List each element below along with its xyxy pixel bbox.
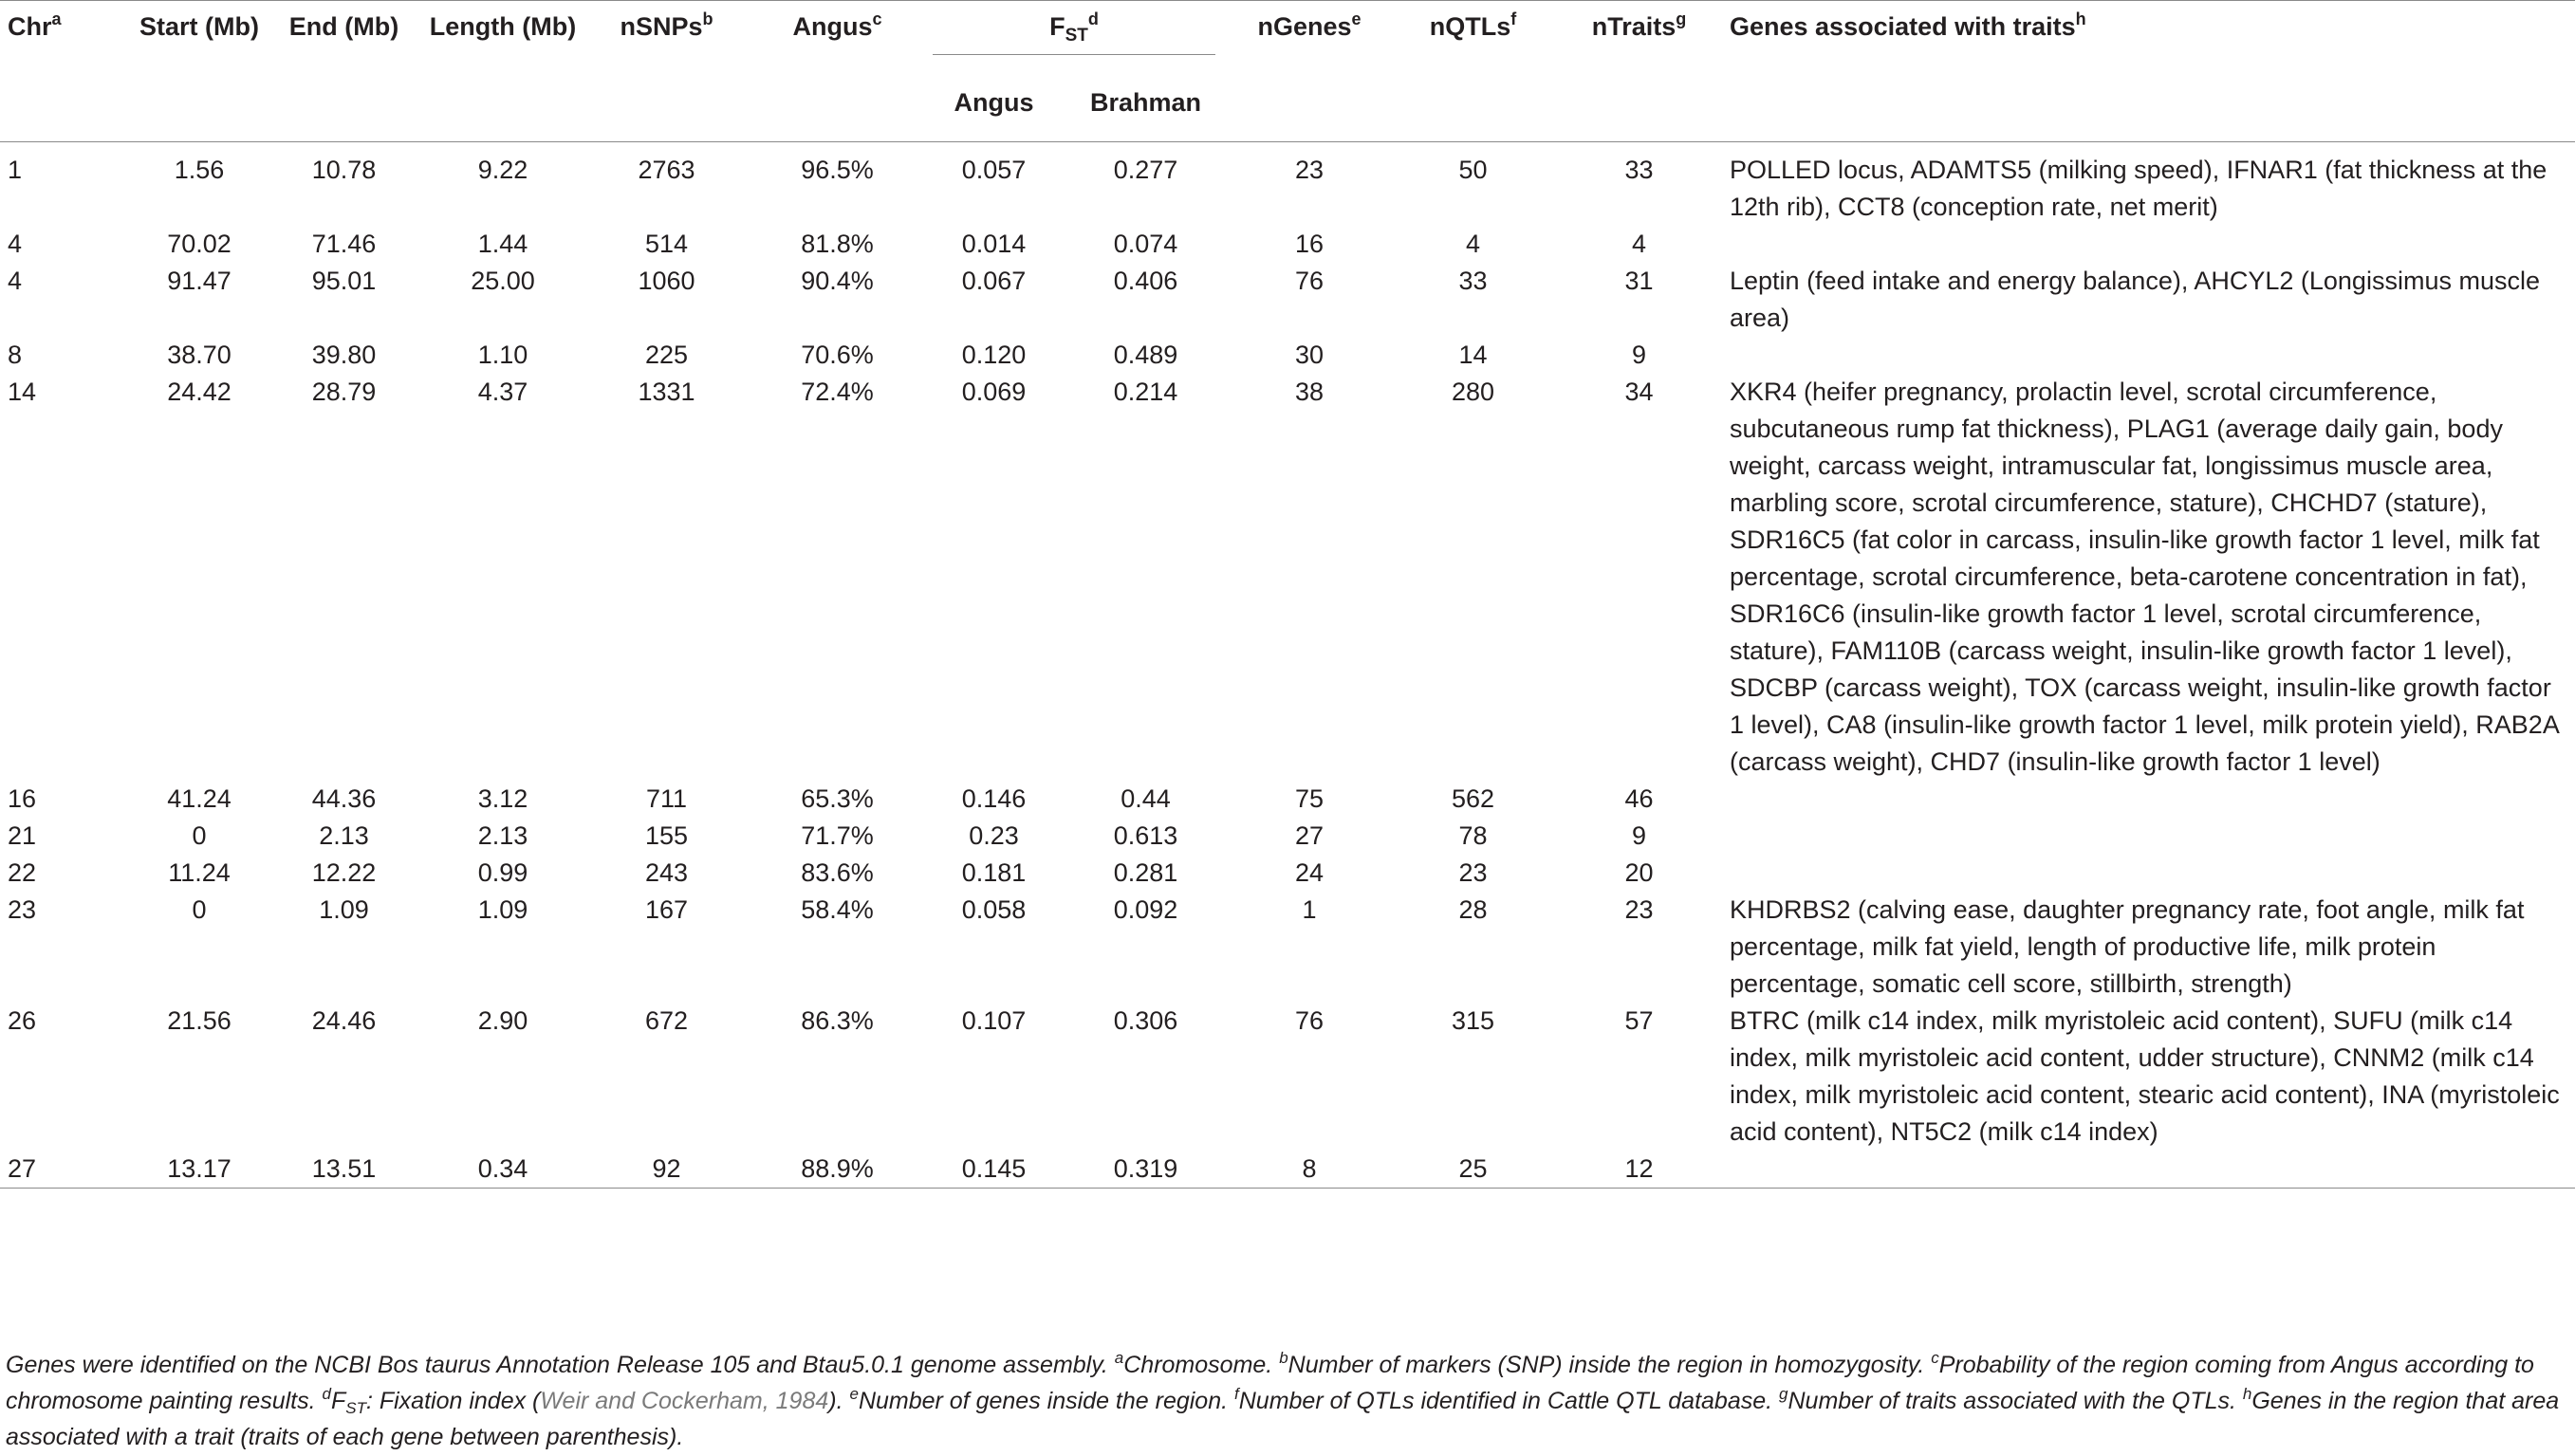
cell-genes: [1722, 781, 2575, 818]
cell-fst-brahman: 0.074: [1113, 230, 1178, 258]
cell-angus: 58.4%: [801, 895, 874, 924]
cell-length: 1.44: [477, 230, 528, 258]
cell-start: 1.56: [174, 156, 225, 184]
cell-ntraits: 31: [1624, 267, 1654, 295]
header-fst: $F_{ST}^d$: [925, 1, 1229, 76]
cell-fst-angus: 0.120: [961, 341, 1027, 369]
cell-ngenes: 75: [1294, 784, 1325, 813]
cell-end: 10.78: [311, 156, 377, 184]
cell-fst-angus: 0.181: [961, 858, 1027, 887]
header-ntraits: nTraits$^g$: [1591, 9, 1687, 41]
cell-ntraits: 23: [1624, 895, 1654, 924]
cell-chr: 22: [8, 858, 37, 887]
cell-chr: 4: [8, 230, 23, 258]
cell-fst-angus: 0.057: [961, 156, 1027, 184]
cell-end: 28.79: [311, 378, 377, 406]
cell-end: 2.13: [319, 821, 369, 850]
cell-length: 9.22: [477, 156, 528, 184]
table-row: [0, 142, 2575, 227]
cell-chr: 8: [8, 341, 23, 369]
cell-genes: Leptin (feed intake and energy balance), AHCYL2 (Longissimus muscle area): [1730, 267, 2540, 332]
cell-start: 0: [192, 895, 207, 924]
cell-fst-brahman: 0.092: [1113, 895, 1178, 924]
cell-nsnps: 514: [644, 230, 689, 258]
cell-start: 70.02: [167, 230, 232, 258]
table-row: [0, 892, 2575, 1003]
cell-nqtls: 14: [1458, 341, 1488, 369]
cell-nsnps: 672: [644, 1006, 689, 1035]
cell-fst-brahman: 0.319: [1113, 1154, 1178, 1183]
table-row: [0, 1151, 2575, 1189]
cell-chr: 14: [8, 378, 37, 406]
cell-nqtls: 33: [1458, 267, 1488, 295]
cell-ntraits: 46: [1624, 784, 1654, 813]
cell-fst-brahman: 0.613: [1113, 821, 1178, 850]
table-row: [0, 263, 2575, 337]
cell-fst-brahman: 0.306: [1113, 1006, 1178, 1035]
cell-genes: [1722, 337, 2575, 374]
cell-angus: 71.7%: [801, 821, 874, 850]
cell-nqtls: 25: [1458, 1154, 1488, 1183]
cell-genes: BTRC (milk c14 index, milk myristoleic acid content), SUFU (milk c14 index, milk myristoleic acid content, udder structure), CNNM2 (milk c14 index, milk myristoleic acid content, stearic acid content), INA (myristoleic acid content), NT5C2 (milk c14 index): [1730, 1006, 2560, 1146]
cell-fst-brahman: 0.44: [1121, 784, 1171, 813]
cell-genes: [1722, 818, 2575, 855]
cell-fst-angus: 0.058: [961, 895, 1027, 924]
cell-genes: POLLED locus, ADAMTS5 (milking speed), IFNAR1 (fat thickness at the 12th rib), CCT8 (conception rate, net merit): [1730, 156, 2547, 221]
cell-start: 38.70: [167, 341, 232, 369]
cell-chr: 23: [8, 895, 37, 924]
cell-end: 39.80: [311, 341, 377, 369]
cell-chr: 21: [8, 821, 37, 850]
cell-nqtls: 50: [1458, 156, 1488, 184]
header-ngenes: nGenes$^e$: [1257, 9, 1362, 41]
cell-fst-angus: 0.107: [961, 1006, 1027, 1035]
cell-fst-brahman: 0.489: [1113, 341, 1178, 369]
cell-nqtls: 78: [1458, 821, 1488, 850]
cell-nqtls: 562: [1451, 784, 1495, 813]
cell-nqtls: 23: [1458, 858, 1488, 887]
table-row: [0, 1003, 2575, 1151]
cell-nqtls: 4: [1465, 230, 1481, 258]
cell-nqtls: 280: [1451, 378, 1495, 406]
cell-angus: 72.4%: [801, 378, 874, 406]
header-length: Length (Mb): [429, 12, 577, 41]
cell-fst-angus: 0.23: [969, 821, 1019, 850]
cell-end: 44.36: [311, 784, 377, 813]
cell-start: 21.56: [167, 1006, 232, 1035]
cell-nqtls: 315: [1451, 1006, 1495, 1035]
cell-fst-brahman: 0.406: [1113, 267, 1178, 295]
cell-end: 13.51: [311, 1154, 377, 1183]
cell-ntraits: 20: [1624, 858, 1654, 887]
cell-ngenes: 76: [1294, 267, 1325, 295]
cell-nsnps: 243: [644, 858, 689, 887]
cell-angus: 83.6%: [801, 858, 874, 887]
cell-genes: KHDRBS2 (calving ease, daughter pregnancy rate, foot angle, milk fat percentage, milk fat yield, length of productive life, milk protein percentage, somatic cell score, stillbirth, strength): [1730, 895, 2525, 998]
cell-length: 2.13: [477, 821, 528, 850]
cell-nsnps: 167: [644, 895, 689, 924]
cell-end: 71.46: [311, 230, 377, 258]
cell-chr: 26: [8, 1006, 37, 1035]
cell-fst-angus: 0.014: [961, 230, 1027, 258]
cell-end: 24.46: [311, 1006, 377, 1035]
header-row: [0, 1, 2575, 76]
cell-length: 4.37: [477, 378, 528, 406]
table-footnote: Genes were identified on the NCBI Bos taurus Annotation Release 105 and Btau5.0.1 genome assembly. $^a$Chromosome. $^b$Number of markers (SNP) inside the region in homozygosity. $^c$Probability of the region coming from Angus according to chromosome painting results. $^dF_{ST}$: Fixation index (Weir and Cockerham, 1984). $^e$Number of genes inside the region. $^f$Number of QTLs identified in Cattle QTL database. $^g$Number of traits associated with the QTLs. $^h$Genes in the region that area associated with a trait (traits of each gene between parenthesis).: [6, 1349, 2560, 1450]
cell-ngenes: 24: [1294, 858, 1325, 887]
header-genes: Genes associated with traits$^h$: [1730, 9, 2086, 41]
cell-nsnps: 1331: [638, 378, 695, 406]
cell-ngenes: 1: [1302, 895, 1317, 924]
cell-nqtls: 28: [1458, 895, 1488, 924]
cell-end: 1.09: [319, 895, 369, 924]
cell-start: 0: [192, 821, 207, 850]
cell-nsnps: 711: [645, 784, 688, 813]
cell-start: 11.24: [168, 858, 231, 887]
cell-length: 0.34: [477, 1154, 528, 1183]
header-start: Start (Mb): [139, 12, 259, 41]
header-fst-angus: Angus: [954, 88, 1034, 117]
cell-ntraits: 9: [1631, 341, 1647, 369]
cell-genes: [1722, 226, 2575, 263]
cell-start: 13.17: [167, 1154, 232, 1183]
cell-nsnps: 2763: [638, 156, 695, 184]
cell-start: 24.42: [167, 378, 232, 406]
cell-ntraits: 57: [1624, 1006, 1654, 1035]
cell-length: 25.00: [471, 267, 535, 295]
header-nsnps: nSNPs$^b$: [620, 9, 713, 41]
cell-angus: 65.3%: [801, 784, 874, 813]
header-nqtls: nQTLs$^f$: [1429, 9, 1517, 41]
table-row: [0, 337, 2575, 374]
cell-nsnps: 1060: [638, 267, 695, 295]
cell-length: 0.99: [477, 858, 528, 887]
header-end: End (Mb): [288, 12, 399, 41]
cell-fst-angus: 0.067: [961, 267, 1027, 295]
cell-ntraits: 34: [1624, 378, 1654, 406]
cell-nsnps: 155: [644, 821, 689, 850]
cell-length: 3.12: [477, 784, 528, 813]
cell-length: 1.10: [477, 341, 528, 369]
cell-fst-brahman: 0.214: [1113, 378, 1178, 406]
cell-start: 41.24: [167, 784, 232, 813]
cell-angus: 86.3%: [801, 1006, 874, 1035]
header-angus: Angus$^c$: [792, 9, 882, 41]
table-row: [0, 781, 2575, 818]
cell-chr: 27: [8, 1154, 37, 1183]
cell-length: 1.09: [477, 895, 528, 924]
cell-ngenes: 30: [1294, 341, 1325, 369]
cell-nsnps: 225: [644, 341, 689, 369]
cell-angus: 81.8%: [801, 230, 874, 258]
cell-genes: XKR4 (heifer pregnancy, prolactin level, scrotal circumference, subcutaneous rump fat thickness), PLAG1 (average daily gain, body weight, carcass weight, intramuscular fat, longissimus muscle area, marbling score, scrotal circumference, stature), CHCHD7 (stature), SDR16C5 (fat color in carcass, insulin-like growth factor 1 level, milk fat percentage, scrotal circumference, beta-carotene concentration in fat), SDR16C6 (insulin-like growth factor 1 level, scrotal circumference, stature), FAM110B (carcass weight, insulin-like growth factor 1 level), SDCBP (carcass weight), TOX (carcass weight, insulin-like growth factor 1 level), CA8 (insulin-like growth factor 1 level, milk protein yield), RAB2A (carcass weight), CHD7 (insulin-like growth factor 1 level): [1730, 378, 2559, 776]
cell-genes: [1722, 1151, 2575, 1189]
table-row: [0, 818, 2575, 855]
table-row: [0, 374, 2575, 781]
cell-ntraits: 33: [1624, 156, 1654, 184]
cell-end: 12.22: [311, 858, 377, 887]
citation-link[interactable]: Weir and Cockerham, 1984: [540, 1388, 829, 1414]
cell-ngenes: 23: [1294, 156, 1325, 184]
cell-angus: 90.4%: [801, 267, 874, 295]
cell-end: 95.01: [311, 267, 377, 295]
cell-ntraits: 12: [1624, 1154, 1654, 1183]
table-row: [0, 226, 2575, 263]
cell-length: 2.90: [477, 1006, 528, 1035]
cell-start: 91.47: [167, 267, 232, 295]
cell-ngenes: 76: [1294, 1006, 1325, 1035]
cell-ngenes: 27: [1294, 821, 1325, 850]
cell-ntraits: 4: [1631, 230, 1647, 258]
header-fst-brahman: Brahman: [1089, 88, 1202, 117]
cell-chr: 16: [8, 784, 37, 813]
cell-fst-brahman: 0.277: [1113, 156, 1178, 184]
cell-chr: 4: [8, 267, 23, 295]
cell-chr: 1: [8, 156, 23, 184]
cell-fst-angus: 0.146: [961, 784, 1027, 813]
cell-ngenes: 38: [1294, 378, 1325, 406]
cell-fst-angus: 0.069: [961, 378, 1027, 406]
cell-ntraits: 9: [1631, 821, 1647, 850]
cell-fst-angus: 0.145: [961, 1154, 1027, 1183]
cell-ngenes: 16: [1294, 230, 1325, 258]
cell-nsnps: 92: [652, 1154, 681, 1183]
cell-angus: 96.5%: [801, 156, 874, 184]
cell-angus: 88.9%: [801, 1154, 874, 1183]
cell-angus: 70.6%: [801, 341, 874, 369]
cell-ngenes: 8: [1302, 1154, 1317, 1183]
table-row: [0, 855, 2575, 892]
header-chr: Chr$^a$: [8, 9, 62, 41]
cell-genes: [1722, 855, 2575, 892]
cell-fst-brahman: 0.281: [1113, 858, 1178, 887]
